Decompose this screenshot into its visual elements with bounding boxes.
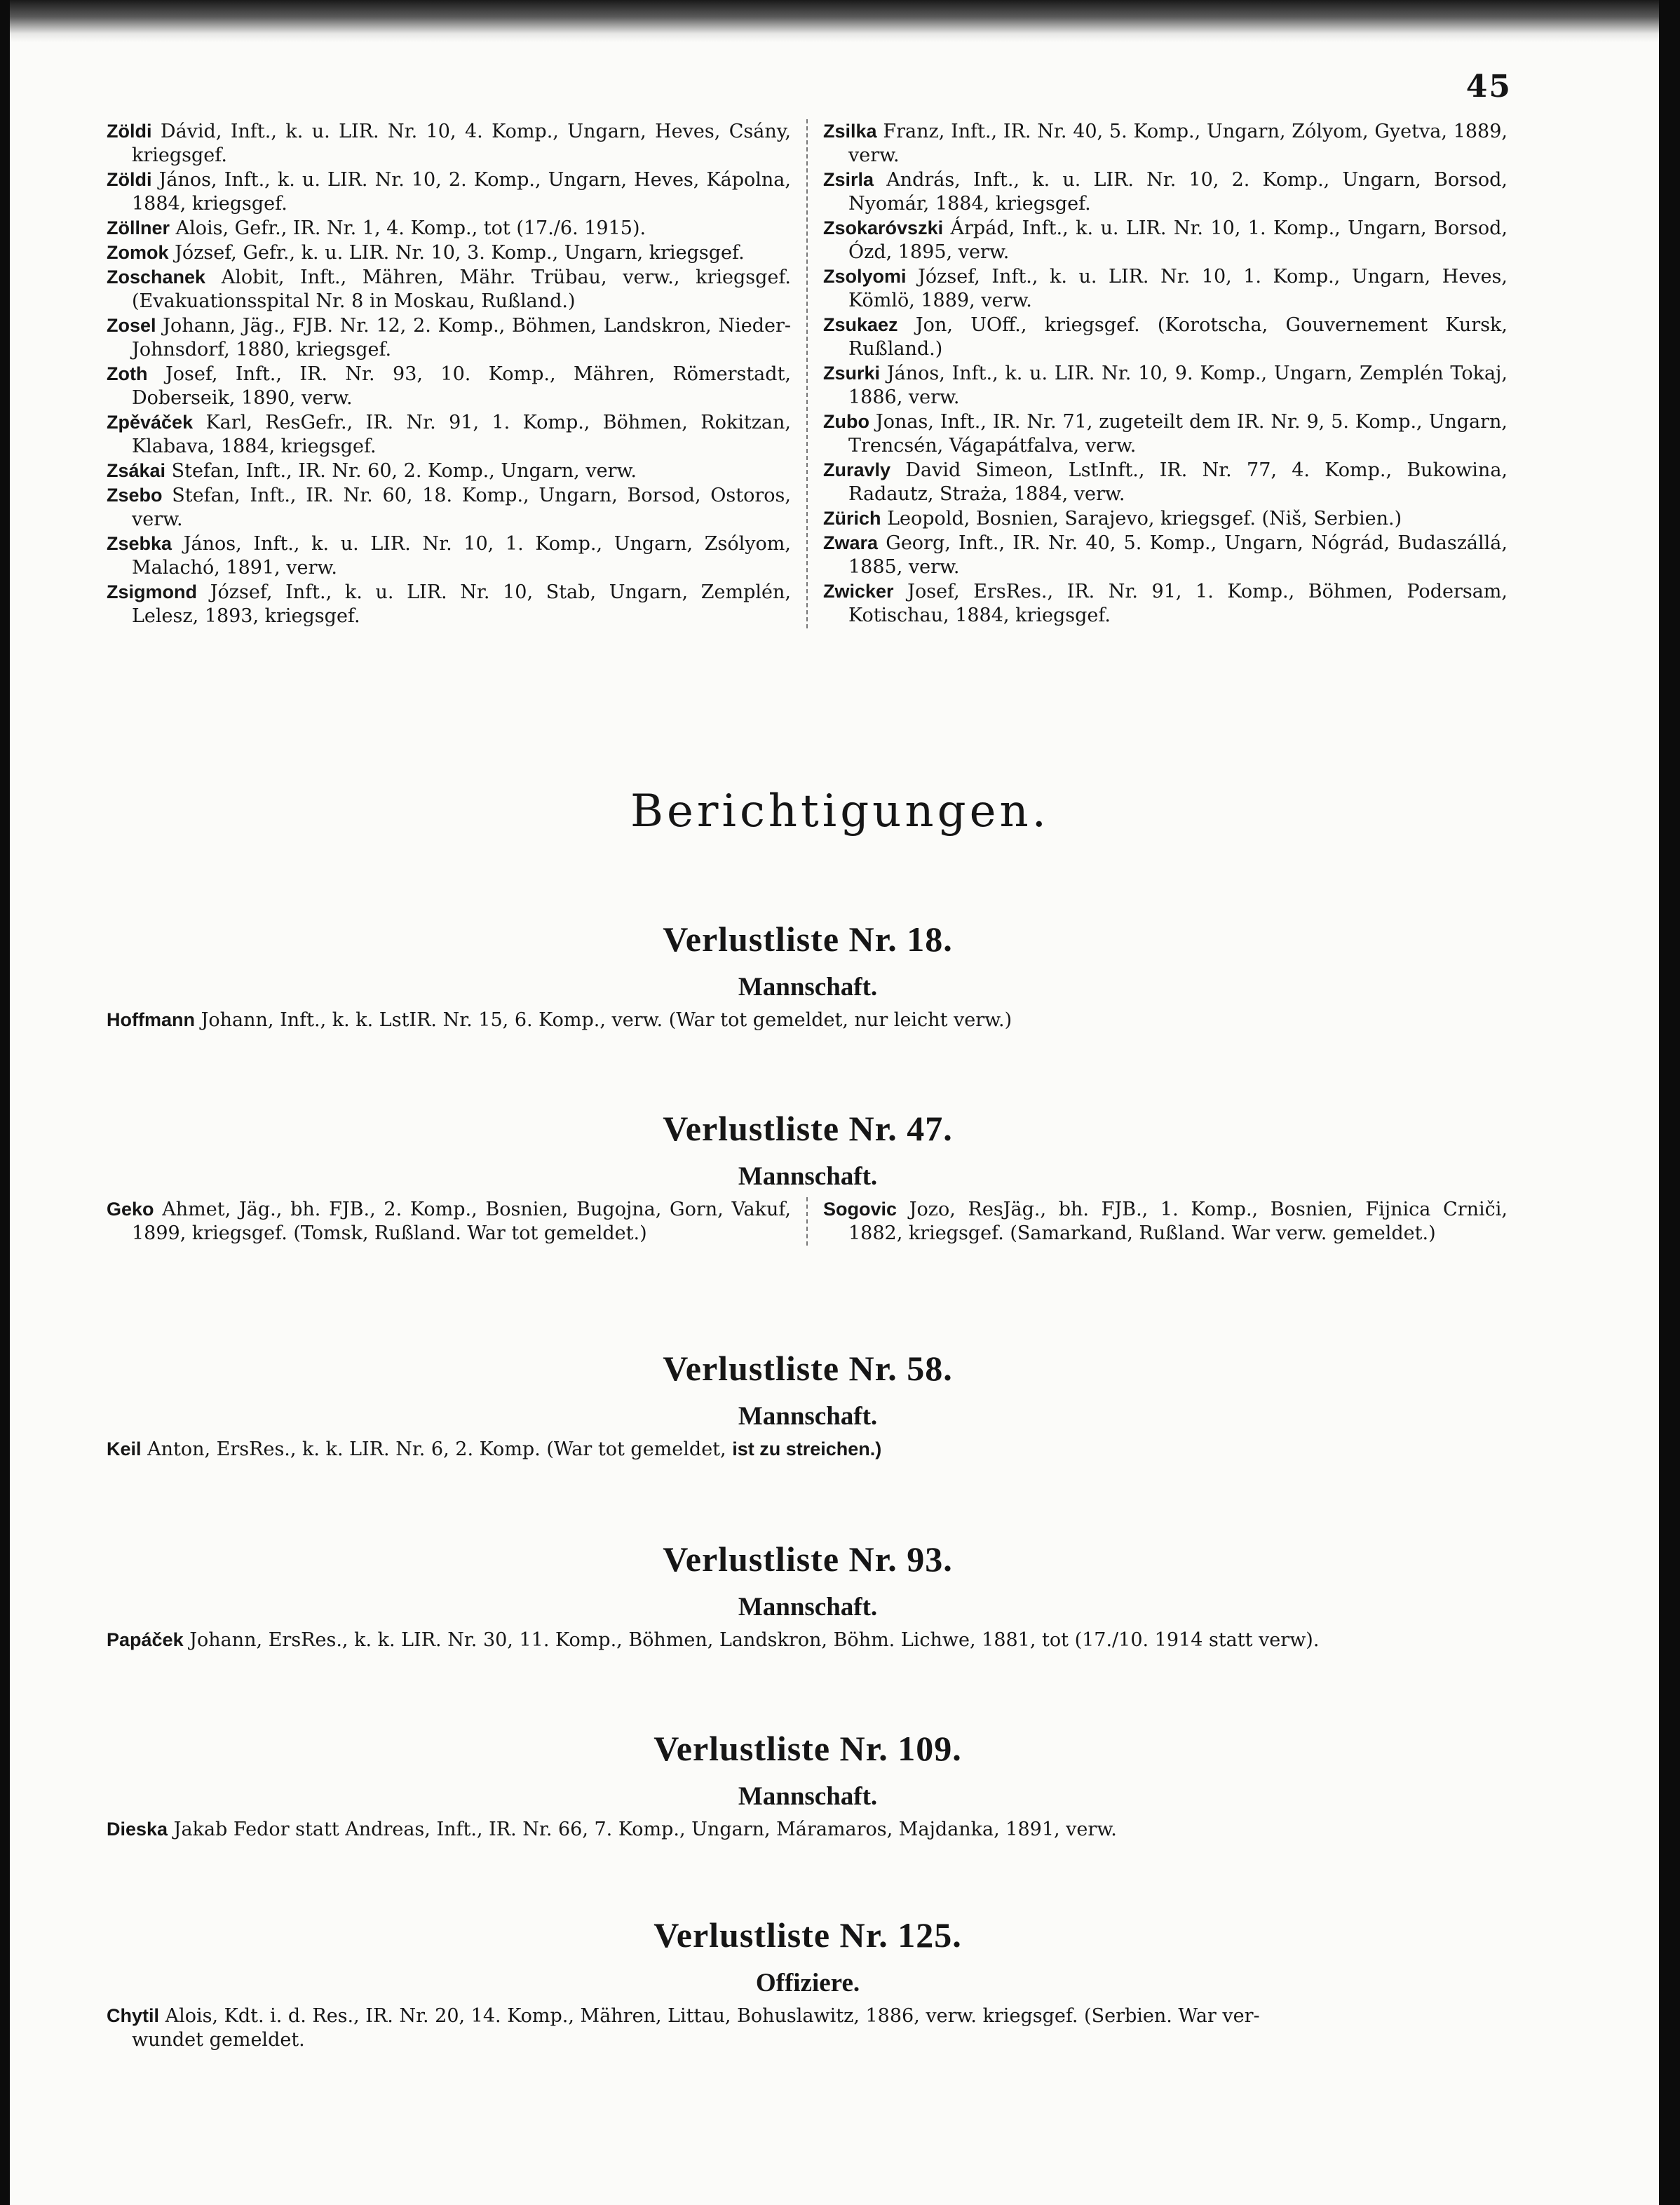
entry-name: Sogovic [823, 1199, 897, 1220]
entry-name: Zsokaróvszki [823, 217, 944, 238]
casualty-entry [823, 579, 1508, 628]
casualty-entry [107, 265, 791, 313]
casualty-entry [823, 119, 1508, 168]
casualty-entry [107, 168, 791, 216]
entry-name: Zosel [107, 315, 156, 336]
entry-text: Anton, ErsRes., k. k. LIR. Nr. 6, 2. Komp. (War tot gemeldet, [147, 1438, 726, 1460]
entry-name: Zöllner [107, 217, 170, 238]
entry-text: Alois, Gefr., IR. Nr. 1, 4. Komp., tot (17./6. 1915). [175, 217, 646, 239]
casualty-entry [823, 313, 1508, 361]
casualty-entry [107, 313, 791, 362]
entry-name: Zpěváček [107, 412, 194, 433]
casualty-entry [823, 531, 1508, 579]
entry-text: Jakab Fedor statt Andreas, Inft., IR. Nr. 66, 7. Komp., Ungarn, Máramaros, Majdanka, 1891, verw. [173, 1819, 1117, 1840]
entry-text: József, Inft., k. u. LIR. Nr. 10, Stab, Ungarn, Zemplén, Lelesz, 1893, kriegsgef. [132, 581, 791, 627]
entry-name: Dieska [107, 1819, 168, 1840]
correction-entry [107, 1437, 1509, 1462]
correction-entry [107, 1628, 1509, 1652]
casualty-entry [107, 362, 791, 410]
section-verlustliste-58 [107, 1348, 1509, 1462]
section-subtitle: Mannschaft. [738, 1593, 878, 1621]
section-subtitle: Offiziere. [755, 1969, 860, 1997]
section-title: Verlustliste Nr. 58. [663, 1349, 953, 1388]
entry-text: Ahmet, Jäg., bh. FJB., 2. Komp., Bosnien, Bugojna, Gorn, Vakuf, 1899, kriegsgef. (Tomsk, Rußland. War tot gemeldet.) [132, 1199, 791, 1244]
entry-name: Zsebka [107, 533, 172, 554]
entry-name: Hoffmann [107, 1009, 195, 1030]
entry-name: Zubo [823, 411, 869, 432]
casualty-entry [823, 410, 1508, 458]
entry-text: József, Gefr., k. u. LIR. Nr. 10, 3. Komp., Ungarn, kriegsgef. [175, 242, 745, 264]
casualty-entry [107, 459, 791, 483]
casualty-entry [823, 264, 1508, 313]
berichtigungen-heading: Berichtigungen. [630, 785, 1050, 837]
casualty-list-columns [107, 119, 1509, 628]
entry-name: Zsolyomi [823, 266, 907, 287]
entry-bold-tail: ist zu streichen.) [732, 1438, 882, 1459]
entry-name: Zsákai [107, 460, 166, 481]
section-verlustliste-18 [107, 919, 1509, 1032]
entry-name: Zöldi [107, 169, 152, 190]
scan-left-border [0, 0, 10, 2205]
entry-name: Zsurki [823, 363, 881, 384]
section-title: Verlustliste Nr. 109. [653, 1729, 962, 1768]
section-subtitle: Mannschaft. [738, 1782, 878, 1811]
entry-text: Árpád, Inft., k. u. LIR. Nr. 10, 1. Komp., Ungarn, Borsod, Ózd, 1895, verw. [848, 217, 1508, 263]
entry-name: Keil [107, 1438, 142, 1459]
entry-text: Johann, Jäg., FJB. Nr. 12, 2. Komp., Böhmen, Landskron, Nieder-Johnsdorf, 1880, kriegsgef. [132, 315, 791, 360]
casualty-entry [107, 483, 791, 532]
section-subtitle: Mannschaft. [738, 973, 878, 1002]
right-column [806, 119, 1508, 628]
entry-name: Zwicker [823, 581, 894, 602]
casualty-entry [823, 216, 1508, 264]
section-title: Verlustliste Nr. 47. [663, 1109, 953, 1148]
section-subtitle: Mannschaft. [738, 1162, 878, 1191]
casualty-entry [823, 168, 1508, 216]
section-verlustliste-47 [107, 1108, 1509, 1246]
left-column [107, 119, 806, 628]
entry-text: Johann, ErsRes., k. k. LIR. Nr. 30, 11. Komp., Böhmen, Landskron, Böhm. Lichwe, 1881, tot (17./10. 1914 statt verw). [189, 1629, 1320, 1651]
correction-entry [107, 1817, 1509, 1842]
entry-text: Josef, Inft., IR. Nr. 93, 10. Komp., Mähren, Römerstadt, Doberseik, 1890, verw. [132, 363, 791, 409]
two-column-entries [107, 1197, 1509, 1246]
casualty-entry [823, 361, 1508, 410]
entry-name: Papáček [107, 1629, 184, 1650]
entry-name: Zöldi [107, 121, 152, 142]
entry-name: Zuravly [823, 459, 891, 480]
entry-text: Georg, Inft., IR. Nr. 40, 5. Komp., Ungarn, Nógrád, Budaszállá, 1885, verw. [848, 532, 1508, 578]
section-title: Verlustliste Nr. 18. [663, 919, 953, 959]
entry-text: János, Inft., k. u. LIR. Nr. 10, 1. Komp., Ungarn, Zsólyom, Malachó, 1891, verw. [132, 533, 791, 579]
casualty-entry [107, 119, 791, 168]
section-title: Verlustliste Nr. 93. [663, 1539, 953, 1579]
entry-text: Johann, Inft., k. k. LstIR. Nr. 15, 6. Komp., verw. (War tot gemeldet, nur leicht verw.) [201, 1009, 1012, 1031]
entry-text: David Simeon, LstInft., IR. Nr. 77, 4. Komp., Bukowina, Radautz, Straża, 1884, verw. [848, 459, 1508, 505]
entry-name: Zürich [823, 508, 881, 529]
entry-name: Zsilka [823, 121, 877, 142]
entry-name: Chytil [107, 2005, 160, 2026]
page-number: 45 [1465, 69, 1512, 104]
scan-top-shadow [0, 0, 1680, 42]
correction-entry-continuation: wundet gemeldet. [132, 2029, 305, 2051]
section-title: Verlustliste Nr. 125. [653, 1915, 962, 1955]
entry-text: János, Inft., k. u. LIR. Nr. 10, 9. Komp., Ungarn, Zemplén Tokaj, 1886, verw. [848, 363, 1508, 408]
entry-text: Dávid, Inft., k. u. LIR. Nr. 10, 4. Komp., Ungarn, Heves, Csány, kriegsgef. [132, 121, 792, 166]
section-verlustliste-109 [107, 1728, 1509, 1842]
correction-entry [107, 1008, 1509, 1032]
entry-name: Zsukaez [823, 314, 898, 335]
entry-name: Zwara [823, 532, 879, 553]
correction-entry [823, 1197, 1508, 1246]
entry-text: Josef, ErsRes., IR. Nr. 91, 1. Komp., Böhmen, Podersam, Kotischau, 1884, kriegsgef. [848, 581, 1508, 626]
entry-text: József, Inft., k. u. LIR. Nr. 10, 1. Komp., Ungarn, Heves, Kömlö, 1889, verw. [848, 266, 1508, 311]
entry-text: Jozo, ResJäg., bh. FJB., 1. Komp., Bosnien, Fijnica Crniči, 1882, kriegsgef. (Samarkand, Rußland. War verw. gemeldet.) [848, 1199, 1508, 1244]
entry-name: Zsirla [823, 169, 874, 190]
casualty-entry [823, 506, 1508, 531]
entry-name: Zsebo [107, 485, 163, 506]
entry-name: Zoth [107, 363, 148, 384]
entry-text: Alobit, Inft., Mähren, Mähr. Trübau, verw., kriegsgef. (Evakuationsspital Nr. 8 in Moskau, Rußland.) [132, 267, 791, 312]
entry-text: Leopold, Bosnien, Sarajevo, kriegsgef. (Niš, Serbien.) [887, 508, 1402, 530]
section-verlustliste-93 [107, 1539, 1509, 1652]
entry-text: Stefan, Inft., IR. Nr. 60, 2. Komp., Ungarn, verw. [171, 460, 637, 482]
entry-name: Zoschanek [107, 267, 206, 288]
entry-text: Jon, UOff., kriegsgef. (Korotscha, Gouvernement Kursk, Rußland.) [848, 314, 1508, 360]
entry-text: Alois, Kdt. i. d. Res., IR. Nr. 20, 14. Komp., Mähren, Littau, Bohuslawitz, 1886, verw. kriegsgef. (Serbien. War ver- [165, 2005, 1260, 2027]
entry-text: János, Inft., k. u. LIR. Nr. 10, 2. Komp., Ungarn, Heves, Kápolna, 1884, kriegsgef. [132, 169, 791, 215]
correction-entry [107, 1197, 791, 1246]
casualty-entry [107, 410, 791, 459]
entry-text: András, Inft., k. u. LIR. Nr. 10, 2. Komp., Ungarn, Borsod, Nyomár, 1884, kriegsgef. [848, 169, 1508, 215]
casualty-entry [823, 458, 1508, 506]
casualty-entry [107, 241, 791, 265]
correction-entry [107, 2004, 1509, 2028]
scan-right-border [1659, 0, 1680, 2205]
casualty-entry [107, 216, 791, 241]
entry-name: Zomok [107, 242, 169, 263]
casualty-entry [107, 532, 791, 580]
entry-text: Jonas, Inft., IR. Nr. 71, zugeteilt dem IR. Nr. 9, 5. Komp., Ungarn, Trencsén, Vágapátfalva, verw. [848, 411, 1508, 457]
casualty-entry [107, 580, 791, 628]
section-subtitle: Mannschaft. [738, 1402, 878, 1431]
section-verlustliste-125 [107, 1915, 1509, 2052]
entry-text: Franz, Inft., IR. Nr. 40, 5. Komp., Ungarn, Zólyom, Gyetva, 1889, verw. [848, 121, 1508, 166]
entry-text: Stefan, Inft., IR. Nr. 60, 18. Komp., Ungarn, Borsod, Ostoros, verw. [132, 485, 791, 530]
entry-name: Zsigmond [107, 581, 197, 602]
entry-text: Karl, ResGefr., IR. Nr. 91, 1. Komp., Böhmen, Rokitzan, Klabava, 1884, kriegsgef. [132, 412, 791, 457]
entry-name: Geko [107, 1199, 154, 1220]
